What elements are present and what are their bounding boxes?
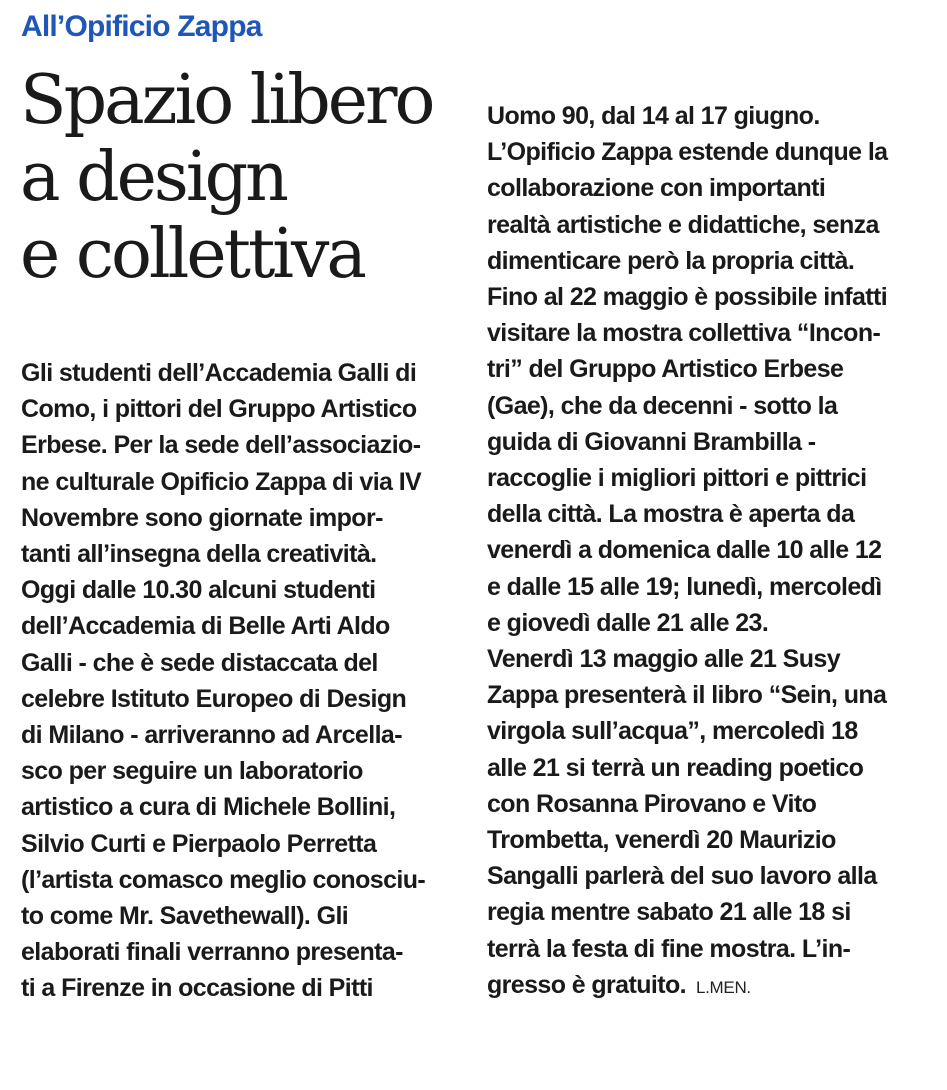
body-line: celebre Istituto Europeo di Design bbox=[21, 684, 407, 713]
body-line: Silvio Curti e Pierpaolo Perretta bbox=[21, 829, 377, 858]
body-last-line bbox=[487, 967, 888, 1006]
body-line: venerdì a domenica dalle 10 alle 12 bbox=[487, 536, 882, 565]
body-line: (l’artista comasco meglio conosciu- bbox=[21, 865, 426, 894]
body-line: Oggi dalle 10.30 alcuni studenti bbox=[21, 576, 376, 605]
body-line: Erbese. Per la sede dell’associazio- bbox=[21, 431, 421, 460]
body-line-text: gresso è gratuito. bbox=[487, 970, 686, 999]
body-line: ti a Firenze in occasione di Pitti bbox=[21, 974, 373, 1003]
body-line: terrà la festa di fine mostra. L’in- bbox=[487, 934, 851, 963]
body-line: tanti all’insegna della creatività. bbox=[21, 540, 377, 569]
body-line: realtà artistiche e didattiche, senza bbox=[487, 210, 879, 239]
body-line: Sangalli parlerà del suo lavoro alla bbox=[487, 862, 877, 891]
body-line: artistico a cura di Michele Bollini, bbox=[21, 793, 396, 822]
body-line: L’Opificio Zappa estende dunque la bbox=[487, 138, 888, 167]
body-line: Como, i pittori del Gruppo Artistico bbox=[21, 395, 417, 424]
body-line: ne culturale Opificio Zappa di via IV bbox=[21, 467, 422, 496]
article-column-right bbox=[487, 98, 888, 1006]
body-line: dell’Accademia di Belle Arti Aldo bbox=[21, 612, 390, 641]
body-line: Uomo 90, dal 14 al 17 giugno. bbox=[487, 102, 820, 130]
body-line: tri” del Gruppo Artistico Erbese bbox=[487, 355, 844, 384]
body-line: e giovedì dalle 21 alle 23. bbox=[487, 608, 769, 637]
body-line: Fino al 22 maggio è possibile infatti bbox=[487, 283, 888, 312]
body-line: Zappa presenterà il libro “Sein, una bbox=[487, 681, 887, 710]
body-line: collaborazione con importanti bbox=[487, 174, 826, 203]
body-line: Gli studenti dell’Accademia Galli di bbox=[21, 359, 417, 387]
body-line: to come Mr. Savethewall). Gli bbox=[21, 902, 349, 931]
headline-line: e collettiva bbox=[20, 215, 364, 294]
body-line: e dalle 15 alle 19; lunedì, mercoledì bbox=[487, 572, 882, 601]
body-line: visitare la mostra collettiva “Incon- bbox=[487, 319, 881, 348]
section-kicker: All’Opificio Zappa bbox=[21, 10, 262, 43]
headline-line: Spazio libero bbox=[20, 61, 433, 140]
body-line: sco per seguire un laboratorio bbox=[21, 757, 363, 786]
body-line: Venerdì 13 maggio alle 21 Susy bbox=[487, 645, 841, 674]
author-signature: L.MEN. bbox=[695, 977, 751, 997]
article-headline bbox=[20, 62, 433, 293]
headline-line: a design bbox=[20, 138, 286, 217]
body-line: della città. La mostra è aperta da bbox=[487, 500, 855, 529]
body-line: raccoglie i migliori pittori e pittrici bbox=[487, 464, 867, 493]
body-line: Trombetta, venerdì 20 Maurizio bbox=[487, 826, 836, 855]
body-line: (Gae), che da decenni - sotto la bbox=[487, 391, 838, 420]
body-line: guida di Giovanni Brambilla - bbox=[487, 427, 816, 456]
body-line: Galli - che è sede distaccata del bbox=[21, 648, 378, 677]
body-line: Novembre sono giornate impor- bbox=[21, 503, 383, 532]
body-line: regia mentre sabato 21 alle 18 si bbox=[487, 898, 851, 927]
body-line: alle 21 si terrà un reading poetico bbox=[487, 753, 864, 782]
body-line: di Milano - arriveranno ad Arcella- bbox=[21, 721, 402, 750]
body-line: con Rosanna Pirovano e Vito bbox=[487, 789, 817, 818]
body-line: virgola sull’acqua”, mercoledì 18 bbox=[487, 717, 858, 746]
body-line: dimenticare però la propria città. bbox=[487, 246, 855, 275]
article-column-left bbox=[21, 355, 425, 1007]
body-line: elaborati finali verranno presenta- bbox=[21, 938, 403, 967]
